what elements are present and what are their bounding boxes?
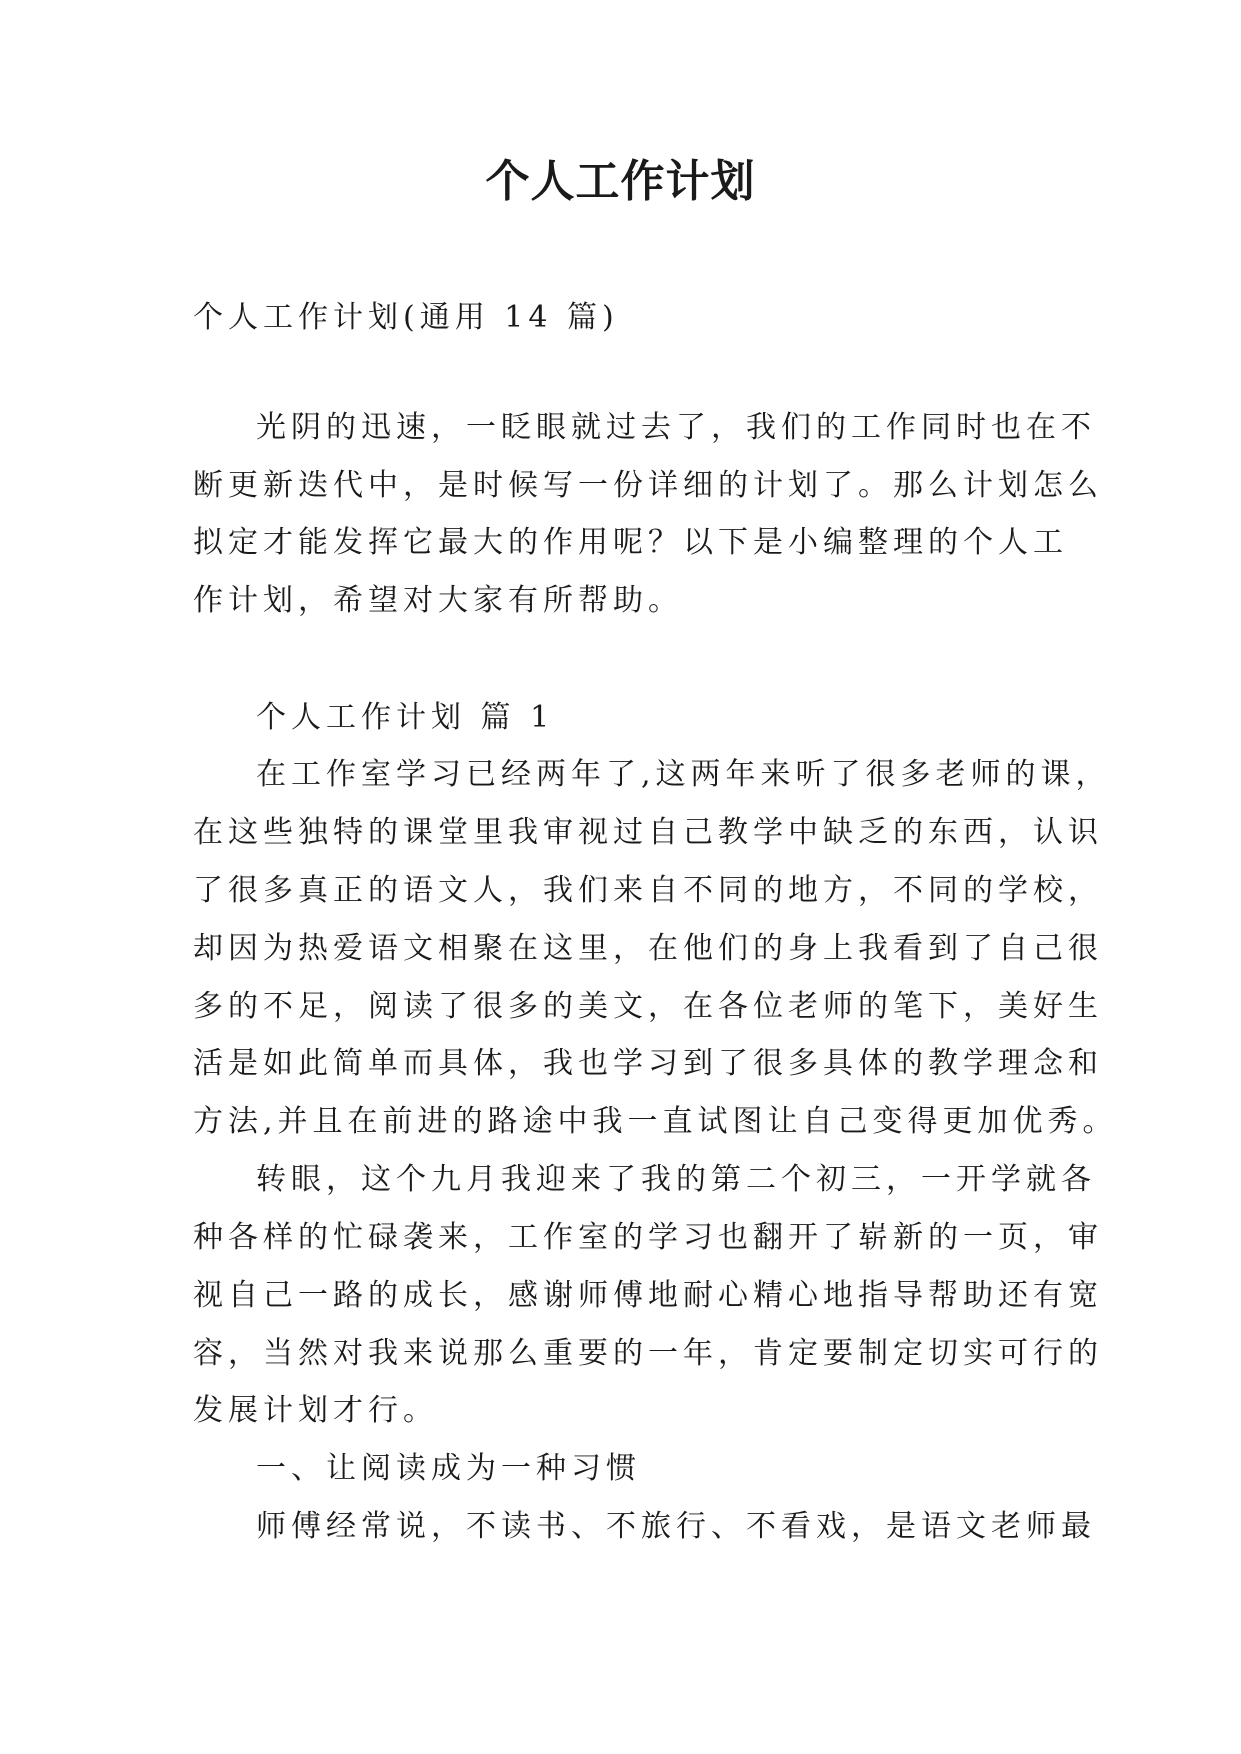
text-line: 在工作室学习已经两年了,这两年来听了很多老师的课， (256, 757, 1111, 792)
text-line: 拟定才能发挥它最大的作用呢？以下是小编整理的个人工 (193, 525, 1068, 560)
text-line: 活是如此简单而具体，我也学习到了很多具体的教学理念和 (193, 1046, 1103, 1081)
section-heading: 个人工作计划 篇 1 (256, 700, 555, 735)
text-line: 方法,并且在前进的路途中我一直试图让自己变得更加优秀。 (193, 1104, 1118, 1139)
text-line: 在这些独特的课堂里我审视过自己教学中缺乏的东西，认识 (193, 815, 1103, 850)
text-line: 了很多真正的语文人，我们来自不同的地方，不同的学校， (193, 873, 1103, 908)
text-line: 多的不足，阅读了很多的美文，在各位老师的笔下，美好生 (193, 989, 1103, 1024)
text-line: 转眼，这个九月我迎来了我的第二个初三，一开学就各 (256, 1162, 1096, 1197)
text-line: 作计划，希望对大家有所帮助。 (193, 583, 683, 618)
document-title: 个人工作计划 (485, 156, 756, 207)
text-line: 发展计划才行。 (193, 1393, 438, 1428)
text-line: 视自己一路的成长，感谢师傅地耐心精心地指导帮助还有宽 (193, 1278, 1103, 1313)
text-line: 断更新迭代中，是时候写一份详细的计划了。那么计划怎么 (193, 468, 1103, 503)
text-line: 种各样的忙碌袭来，工作室的学习也翻开了崭新的一页，审 (193, 1220, 1103, 1255)
text-line: 容，当然对我来说那么重要的一年，肯定要制定切实可行的 (193, 1336, 1103, 1371)
section-heading: 一、让阅读成为一种习惯 (256, 1451, 641, 1486)
text-line: 却因为热爱语文相聚在这里，在他们的身上我看到了自己很 (193, 931, 1103, 966)
text-line: 师傅经常说，不读书、不旅行、不看戏，是语文老师最 (256, 1509, 1096, 1544)
text-line: 光阴的迅速，一眨眼就过去了，我们的工作同时也在不 (256, 410, 1096, 445)
document-subtitle: 个人工作计划(通用 14 篇) (193, 300, 619, 335)
